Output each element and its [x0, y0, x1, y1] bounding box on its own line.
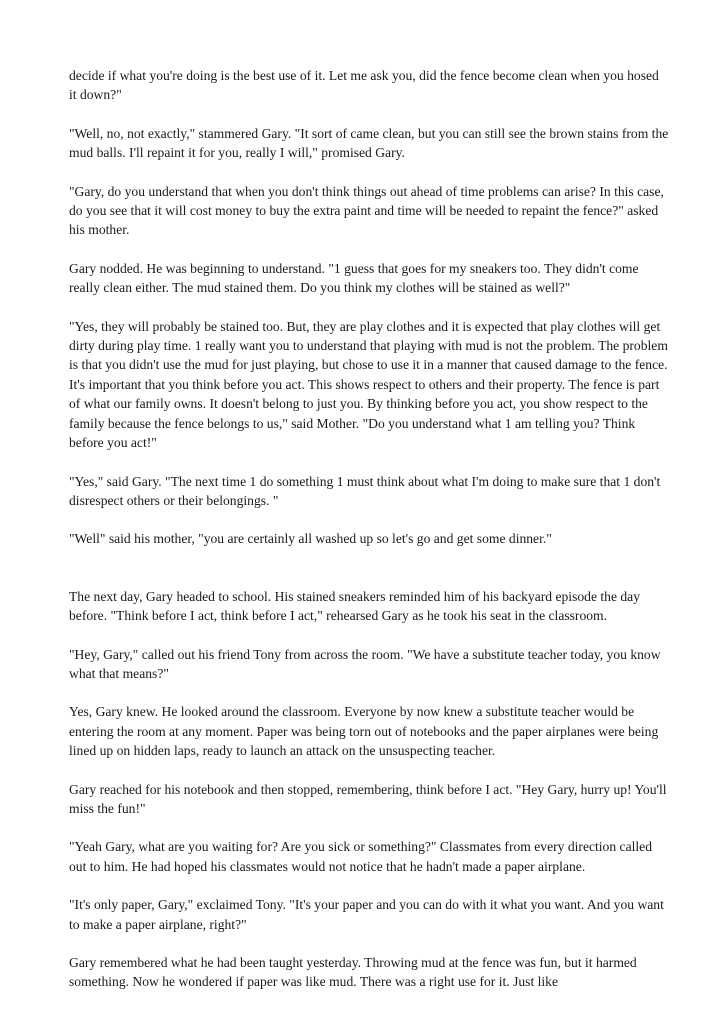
paragraph: "Yeah Gary, what are you waiting for? Are you sick or something?" Classmates from every direction called out to him. He had hoped his classmates would not notice that he hadn't made a paper airplane. — [69, 839, 653, 874]
document-page — [69, 66, 669, 992]
paragraph: "Yes," said Gary. "The next time 1 do something 1 must think about what I'm doing to make sure that 1 don't disrespect others or their belongings. " — [69, 473, 661, 508]
paragraph: Gary nodded. He was beginning to understand. "1 guess that goes for my sneakers too. They didn't come really clean either. The mud stained them. Do you think my clothes will be stained as well?" — [69, 260, 639, 296]
paragraph: "Hey, Gary," called out his friend Tony from across the room. "We have a substitute teacher today, you know what that means?" — [69, 646, 661, 681]
paragraph: "Yes, they will probably be stained too. But, they are play clothes and it is expected that play clothes will get dirty during play time. 1 really want you to understand that playing with mud is not the problem. The problem is that you didn't use the mud for just playing, but chose to use it in a manner that caused damage to the fence. It's important that you think before you act. This shows respect to others and their property. The fence is part of what our family owns. It doesn't belong to just you. By thinking before you act, you show respect to the family because the fence belongs to us," said Mother. "Do you understand what 1 am telling you? Think before you act!" — [69, 318, 668, 451]
paragraph: The next day, Gary headed to school. His stained sneakers reminded him of his backyard episode the day before. "Think before I act, think before I act," rehearsed Gary as he took his seat in the classroom. — [69, 588, 641, 624]
paragraph: decide if what you're doing is the best use of it. Let me ask you, did the fence become clean when you hosed it down?" — [69, 68, 659, 103]
paragraph: "Well" said his mother, "you are certainly all washed up so let's go and get some dinner." — [69, 531, 552, 547]
paragraph: "It's only paper, Gary," exclaimed Tony. "It's your paper and you can do with it what you want. And you want to make a paper airplane, right?" — [69, 897, 664, 932]
paragraph: "Gary, do you understand that when you don't think things out ahead of time problems can arise? In this case, do you see that it will cost money to buy the extra paint and time will be needed to repaint the fence?" asked his mother. — [69, 183, 664, 238]
paragraph: Gary remembered what he had been taught yesterday. Throwing mud at the fence was fun, but it harmed something. Now he wondered if paper was like mud. There was a right use for it. Just like — [69, 955, 637, 990]
paragraph: Gary reached for his notebook and then stopped, remembering, think before I act. "Hey Gary, hurry up! You'll miss the fun!" — [69, 781, 667, 816]
paragraph: Yes, Gary knew. He looked around the classroom. Everyone by now knew a substitute teacher would be entering the room at any moment. Paper was being torn out of notebooks and the paper airplanes were being lined up on hidden laps, ready to launch an attack on the unsuspecting teacher. — [69, 704, 659, 759]
paragraph: "Well, no, not exactly," stammered Gary. "It sort of came clean, but you can still see the brown stains from the mud balls. I'll repaint it for you, really I will," promised Gary. — [69, 125, 669, 161]
